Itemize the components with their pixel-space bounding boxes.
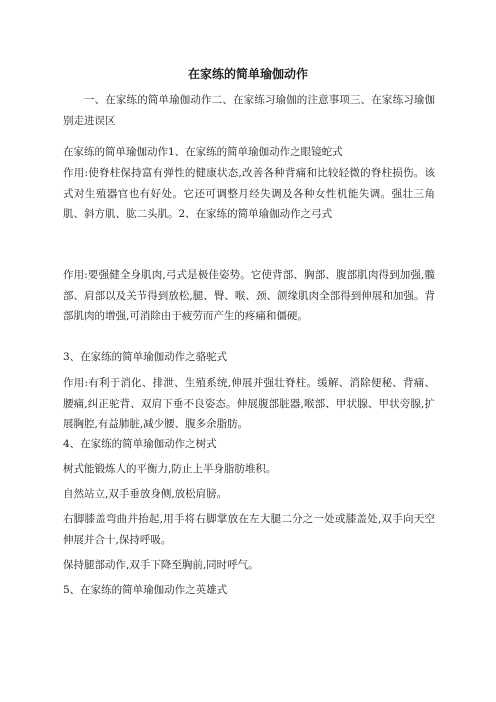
paragraph-tree-step3: 保持腿部动作,双手下降至胸前,同时呼气。	[63, 559, 259, 571]
paragraph-camel-effect: 作用:有利于消化、排泄、生殖系统,伸展并强壮脊柱。缓解、消除便秘、背痛、腰痛,纠正驼背、双肩下垂不良姿态。伸展腹部脏器,喉部、甲状腺、甲状旁腺,扩展胸腔,有益肺脏,减少腰、腹多余脂肪。	[63, 377, 435, 430]
paragraph-bow-effect: 作用:要强健全身肌肉,弓式是极佳姿势。它使背部、胸部、腹部肌肉得到加强,髋部、肩部以及关节得到放松,腿、臀、喉、颈、颌缘肌肉全部得到伸展和加强。背部肌肉的增强,可消除由于疲劳而产生的疼痛和僵硬。	[63, 269, 435, 322]
paragraph-heading-tree: 4、在家练的简单瑜伽动作之树式	[63, 438, 217, 450]
paragraph-heading-camel: 3、在家练的简单瑜伽动作之骆驼式	[63, 351, 228, 363]
paragraph-tree-benefit: 树式能锻炼人的平衡力,防止上半身脂肪堆积。	[63, 463, 277, 475]
document-title: 在家练的简单瑜伽动作	[187, 67, 308, 81]
paragraph-toc: 一、在家练的简单瑜伽动作二、在家练习瑜伽的注意事项三、在家练习瑜伽别走进误区	[63, 94, 435, 127]
paragraph-tree-step2: 右脚膝盖弯曲并抬起,用手将右脚掌放在左大腿二分之一处或膝盖处,双手向天空伸展并合十,保持呼吸。	[63, 513, 435, 546]
paragraph-heading-hero: 5、在家练的简单瑜伽动作之英雄式	[63, 584, 228, 596]
paragraph-tree-step1: 自然站立,双手垂放身侧,放松肩膀。	[63, 488, 228, 500]
paragraph-heading-cobra: 在家练的简单瑜伽动作1、在家练的简单瑜伽动作之眼镜蛇式	[63, 146, 343, 158]
paragraph-cobra-effect: 作用:使脊柱保持富有弹性的健康状态,改善各种背痛和比较轻微的脊柱损伤。该式对生殖器官也有好处。它还可调整月经失调及各种女性机能失调。强壮三角肌、斜方肌、肱二头肌。2、在家练的简单瑜伽动作之弓式	[63, 167, 435, 220]
